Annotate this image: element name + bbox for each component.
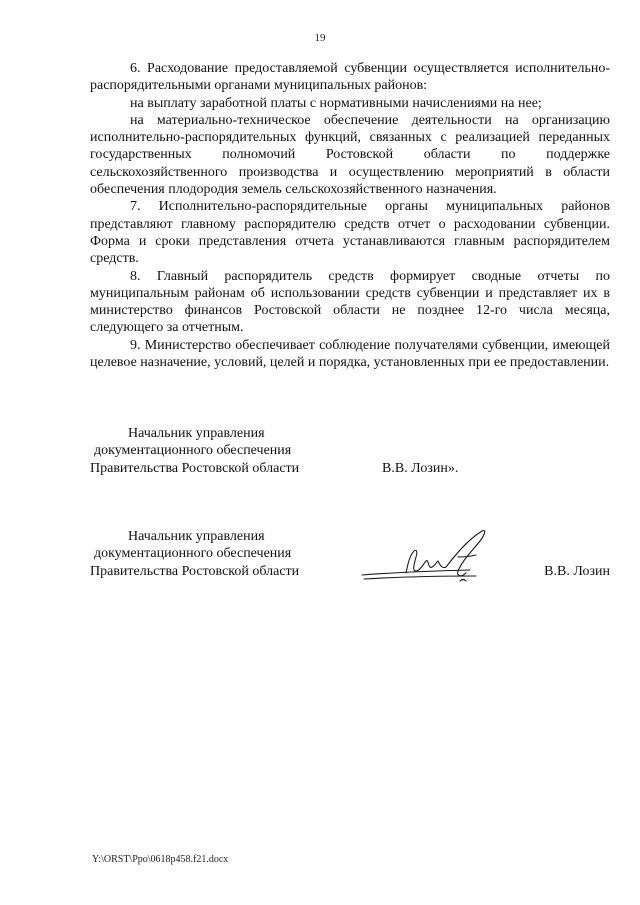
signer-title-line-3: Правительства Ростовской области <box>90 563 300 579</box>
handwritten-signature <box>358 527 498 589</box>
signer-name: В.В. Лозин <box>544 563 610 579</box>
signer-title-line-2: документационного обеспечения <box>94 546 292 562</box>
signature-block-final <box>90 528 610 580</box>
file-path-footer: Y:\ORST\Ppo\0618p458.f21.docx <box>92 854 229 865</box>
paragraph-8: 8. Главный распорядитель средств формирует сводные отчеты по муниципальным районам об использовании средств субвенции и представляет их в министерство финансов Ростовской области не позднее 12-го числа месяца, следующего за отчетным. <box>90 268 610 336</box>
signer-title-line-3: Правительства Ростовской области <box>90 460 300 476</box>
paragraph-7: 7. Исполнительно-распорядительные органы муниципальных районов представляют главному распорядителю средств отчет о расходовании субвенции. Форма и сроки представления отчета устанавливаются главным распорядителем средств. <box>90 199 610 267</box>
paragraph-9: 9. Министерство обеспечивает соблюдение получателями субвенции, имеющей целевое назначение, условий, целей и порядка, установленных при ее предоставлении. <box>90 337 610 371</box>
document-body <box>90 60 610 371</box>
paragraph-6-item-2: на материально-техническое обеспечение деятельности на организацию исполнительно-распорядительных функций, связанных с реализацией переданных государственных полномочий Ростовской области по поддержке сельскохозяйственного производства и осуществлению мероприятий в области обеспечения плодородия земель сельскохозяйственного назначения. <box>90 112 610 198</box>
signer-title-line-1: Начальник управления <box>128 426 265 441</box>
signature-block-quoted <box>90 425 610 477</box>
signer-name: В.В. Лозин». <box>382 460 459 476</box>
page-number: 19 <box>314 32 326 44</box>
signer-title-line-1: Начальник управления <box>128 529 265 544</box>
signer-title-line-2: документационного обеспечения <box>94 443 292 459</box>
paragraph-6-item-1: на выплату заработной платы с нормативными начислениями на нее; <box>130 95 542 111</box>
paragraph-6: 6. Расходование предоставляемой субвенции осуществляется исполнительно-распорядительными органами муниципальных районов: <box>90 61 610 94</box>
